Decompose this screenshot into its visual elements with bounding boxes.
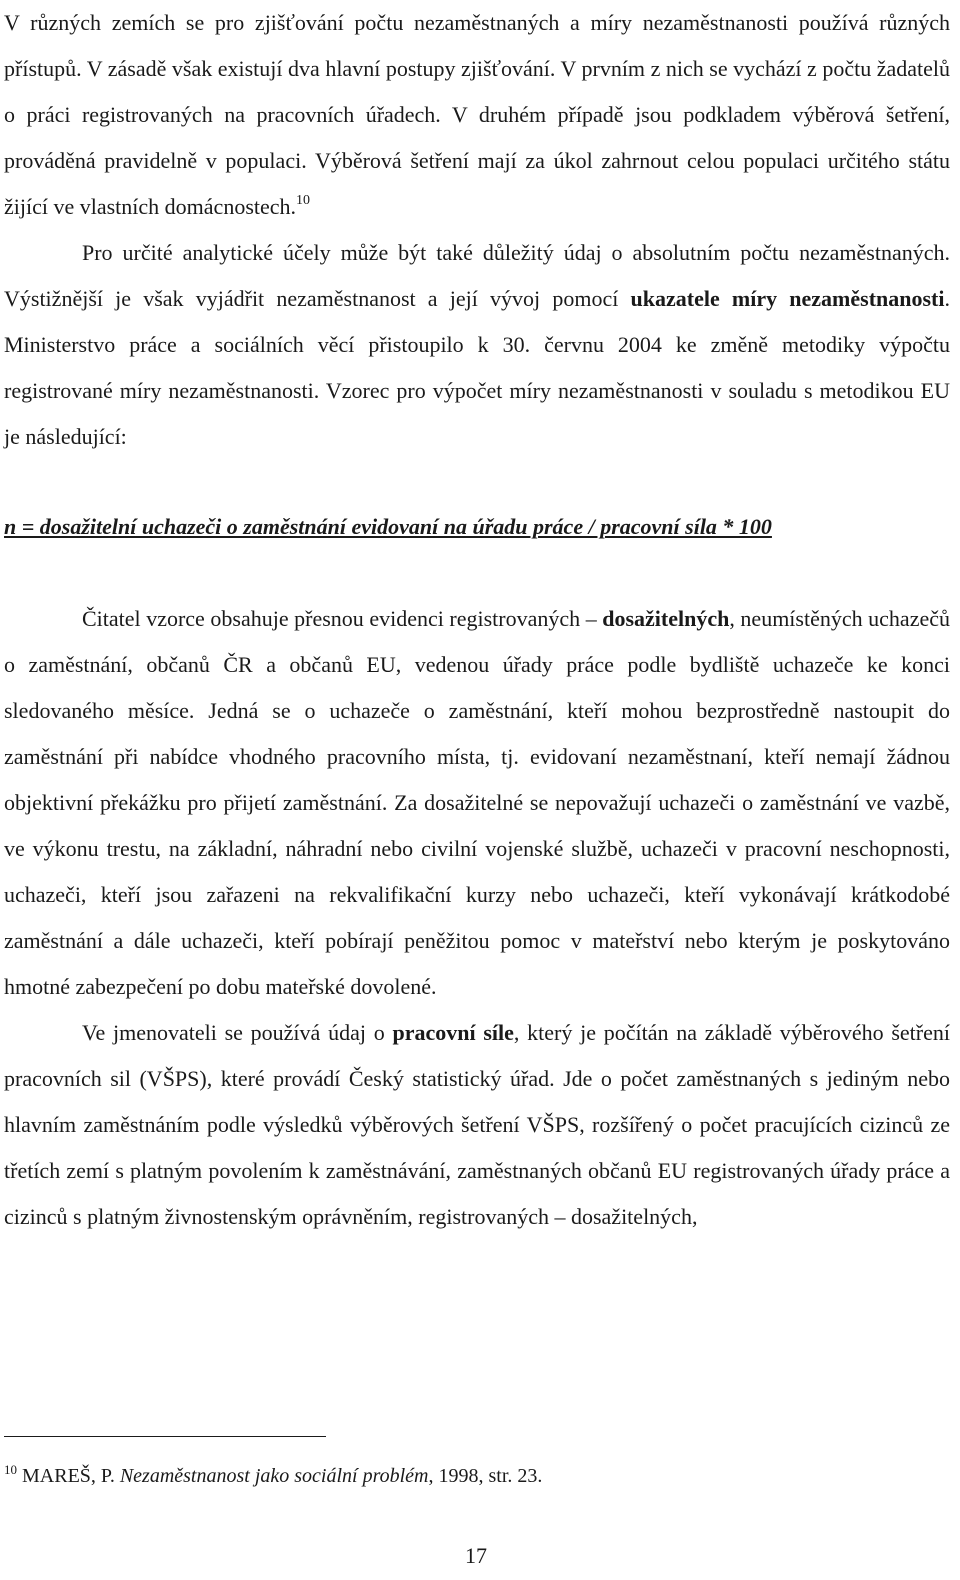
paragraph-text: V různých zemích se pro zjišťování počtu nezaměstnaných a míry nezaměstnanosti používá různých přístupů. V zásadě však existují dva hlavní postupy zjišťování. V prvním z nich se vychází z počtu žadatelů o práci registrovaných na pracovních úřadech. V druhém případě jsou podkladem výběrová šetření, prováděná pravidelně v populaci. Výběrová šetření mají za úkol zahrnout celou populaci určitého státu žijící ve vlastních domácnostech. [4, 10, 950, 219]
bold-term: ukazatele míry nezaměstnanosti [630, 286, 945, 311]
paragraph-text: , který je počítán na základě výběrového šetření pracovních sil (VŠPS), které provádí Český statistický úřad. Jde o počet zaměstnaných s jediným nebo hlavním zaměstnáním podle výsledků výběrových šetření VŠPS, rozšířený o počet pracujících cizinců ze třetích zemí s platným povolením k zaměstnávání, zaměstnaných občanů EU registrovaných úřady práce a cizinců s platným živnostenským oprávněním, registrovaných – dosažitelných, [4, 1020, 950, 1229]
footnote-title: Nezaměstnanost jako sociální problém [119, 1465, 429, 1487]
footnote-author: MAREŠ, P. [22, 1465, 120, 1487]
paragraph-text: Pro určité analytické účely může být také důležitý údaj o absolutním počtu nezaměstnaných. Výstižnější je však vyjádřit nezaměstnanost a její vývoj pomocí [4, 240, 950, 311]
paragraph-text: Ve jmenovateli se používá údaj o [82, 1020, 393, 1045]
footnote [4, 1462, 542, 1490]
footnote-separator [4, 1436, 326, 1437]
paragraph-text: , neumístěných uchazečů o zaměstnání, občanů ČR a občanů EU, vedenou úřady práce podle bydliště uchazeče ke konci sledovaného měsíce. Jedná se o uchazeče o zaměstnání, kteří mohou bezprostředně nastoupit do zaměstnání při nabídce vhodného pracovního místa, tj. evidovaní nezaměstnaní, kteří nemají žádnou objektivní překážku pro přijetí zaměstnání. Za dosažitelné se nepovažují uchazeči o zaměstnání ve vazbě, ve výkonu trestu, na základní, náhradní nebo civilní vojenské službě, uchazeči v pracovní neschopnosti, uchazeči, kteří jsou zařazeni na rekvalifikační kurzy nebo uchazeči, kteří vykonávají krátkodobé zaměstnání a dále uchazeči, kteří pobírají peněžitou pomoc v mateřství nebo kterým je poskytováno hmotné zabezpečení po dobu mateřské dovolené. [4, 606, 950, 999]
paragraph-numerator [4, 596, 950, 1010]
page-number: 17 [465, 1543, 487, 1568]
spacer [4, 460, 950, 504]
paragraph-unemployment-rate [4, 230, 950, 460]
bold-term: pracovní síle [392, 1020, 514, 1045]
footnote-rest: , 1998, str. 23. [428, 1465, 543, 1487]
paragraph-text: . Ministerstvo práce a sociálních věcí přistoupilo k 30. červnu 2004 ke změně metodiky výpočtu registrované míry nezaměstnanosti. Vzorec pro výpočet míry nezaměstnanosti v souladu s metodikou EU je následující: [4, 286, 950, 449]
formula: n = dosažitelní uchazeči o zaměstnání evidovaní na úřadu práce / pracovní síla * 100 [4, 514, 772, 539]
paragraph-denominator [4, 1010, 950, 1240]
paragraph-text: Čitatel vzorce obsahuje přesnou evidenci registrovaných – [82, 606, 603, 631]
bold-term: dosažitelných [602, 606, 730, 631]
document-page [4, 0, 950, 1240]
paragraph-unemployment-approaches [4, 0, 950, 230]
spacer [4, 550, 950, 596]
footnote-reference: 10 [296, 193, 311, 208]
footnote-number: 10 [4, 1462, 17, 1477]
